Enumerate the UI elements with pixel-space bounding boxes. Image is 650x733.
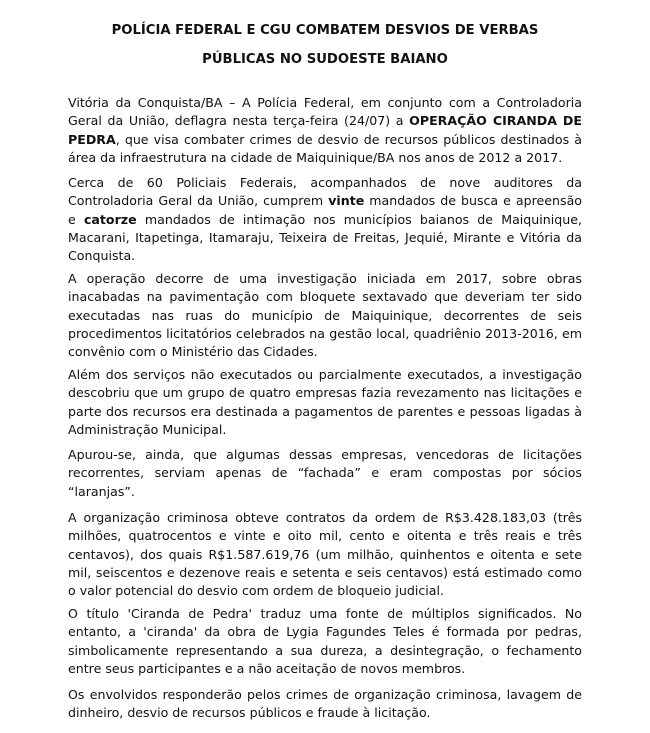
paragraph-1-text-a: Vitória da Conquista/BA – A Polícia Federal, em conjunto com a Controladoria Geral da União, deflagra nesta terça-feira (24/07) a [68,95,582,129]
paragraph-1 [68,94,582,167]
paragraph-1-text-c: , que visa combater crimes de desvio de recursos públicos destinados à área da infraestrutura na cidade de Maiquinique/BA nos anos de 2012 a 2017. [68,131,582,165]
operation-name: OPERAÇÃO CIRANDA DE PEDRA [68,113,582,147]
headline-line-2: PÚBLICAS NO SUDOESTE BAIANO [202,52,448,67]
search-warrants-count: vinte [328,193,365,209]
paragraph-4: Além dos serviços não executados ou parcialmente executados, a investigação descobriu que um grupo de quatro empresas fazia revezamento nas licitações e parte dos recursos era destinada a pagamentos de parentes e pessoas ligadas à Administração Municipal. [68,367,582,437]
paragraph-5: Apurou-se, ainda, que algumas dessas empresas, vencedoras de licitações recorrentes, serviam apenas de “fachada” e eram compostas por sócios “laranjas”. [68,447,582,499]
paragraph-8: Os envolvidos responderão pelos crimes de organização criminosa, lavagem de dinheiro, desvio de recursos públicos e fraude à licitação. [68,687,582,721]
subpoena-count: catorze [83,211,137,227]
headline-line-1: POLÍCIA FEDERAL E CGU COMBATEM DESVIOS DE VERBAS [111,23,539,38]
paragraph-2-text-e: mandados de intimação nos municípios baianos de Maiquinique, Macarani, Itapetinga, Itamaraju, Teixeira de Freitas, Jequié, Mirante e Vitória da Conquista. [68,211,582,264]
paragraph-2 [68,174,582,265]
paragraph-6: A organização criminosa obteve contratos da ordem de R$3.428.183,03 (três milhões, quatrocentos e vinte e oito mil, cento e oitenta e três reais e três centavos), dos quais R$1.587.619,76 (um milhão, quinhentos e oitenta e sete mil, seiscentos e dezenove reais e setenta e seis centavos) está estimado como o valor potencial do desvio com ordem de bloqueio judicial. [68,510,582,599]
paragraph-2-text-a: Cerca de 60 Policiais Federais, acompanhados de nove auditores da Controladoria Geral da União, cumprem [68,175,582,209]
paragraph-3: A operação decorre de uma investigação iniciada em 2017, sobre obras inacabadas na pavimentação com bloquete sextavado que deveriam ter sido executadas nas ruas do município de Maiquinique, decorrentes de seis procedimentos licitatórios celebrados na gestão local, quadriênio 2013-2016, em convênio com o Ministério das Cidades. [68,271,582,360]
paragraph-2-text-c: mandados de busca e apreensão e [68,193,582,227]
paragraph-7: O título 'Ciranda de Pedra' traduz uma fonte de múltiplos significados. No entanto, a 'ciranda' da obra de Lygia Fagundes Teles é formada por pedras, simbolicamente representando a sua dureza, a desintegração, o fechamento entre seus participantes e a não aceitação de novos membros. [68,606,582,676]
